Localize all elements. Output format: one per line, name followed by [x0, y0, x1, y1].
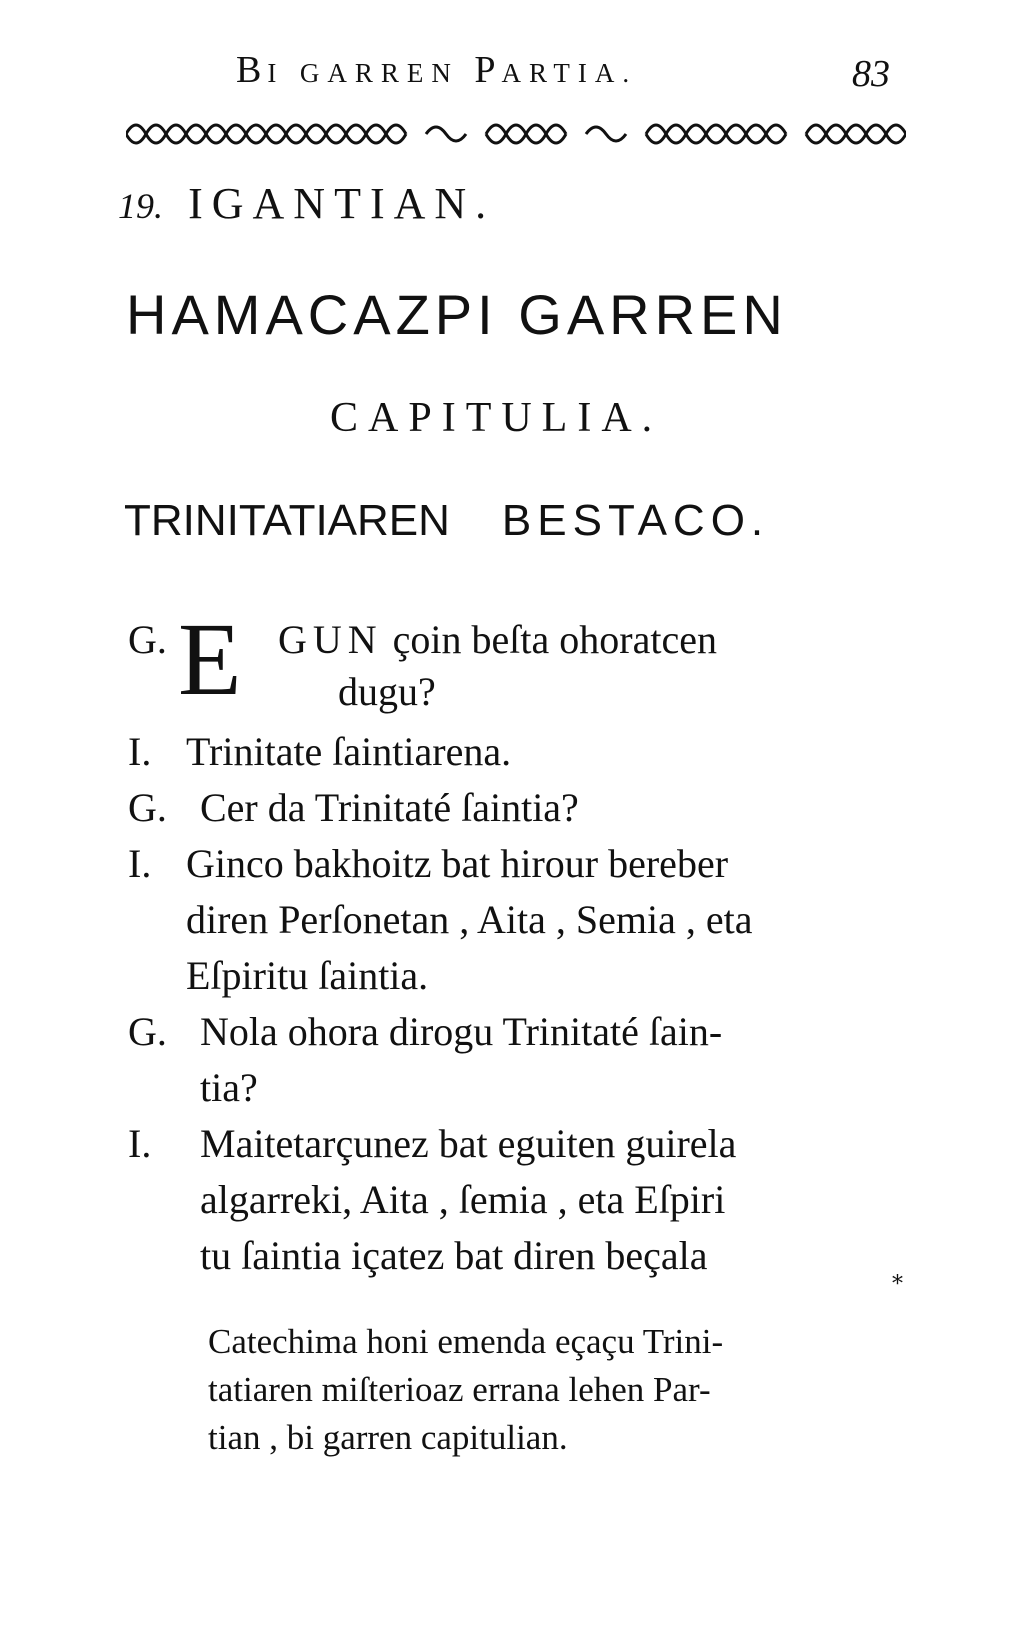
chapter-topic [124, 496, 914, 546]
question-1-line-1 [278, 612, 717, 668]
chapter-subtitle: CAPITULIA. [330, 395, 663, 441]
question-1-rest: çoin beſta ohoratcen [382, 617, 717, 662]
chapter-topic-a: TRINITATIAREN [124, 496, 450, 545]
section-title: IGANTIAN. [188, 179, 496, 228]
chapter-topic-b: BESTACO. [501, 496, 770, 545]
page-number: 83 [852, 53, 890, 95]
running-head-initial-2: G [299, 58, 328, 88]
question-1-caps: GUN [278, 617, 383, 662]
question-1-line-2: dugu? [338, 669, 436, 714]
question-3-text: Nola ohora dirogu Trinitaté ſain- tia? [200, 1009, 723, 1110]
speaker-label: G. [128, 785, 167, 830]
section-heading [118, 178, 495, 229]
speaker-label: G. [128, 1009, 167, 1054]
speaker-label: I. [128, 1121, 152, 1166]
answer-2-text: Ginco bakhoitz bat hirour bereber diren Perſonetan , Aita , Semia , eta Eſpiritu ſaintia. [186, 841, 753, 998]
ornamental-border-icon [126, 112, 906, 156]
footnote-marker: * [892, 1272, 903, 1297]
chapter-title: HAMACAZPI GARREN [126, 283, 788, 346]
running-head-initial-1: B [236, 49, 268, 91]
running-head-rest-2: ARREN [327, 58, 459, 88]
question-2-text: Cer da Trinitaté ſaintia? [200, 785, 579, 830]
running-head-rest-1: I [267, 58, 285, 88]
speaker-label: I. [128, 729, 152, 774]
answer-3-text: Maitetarçunez bat eguiten guirela algarreki, Aita , ſemia , eta Eſpiri tu ſaintia içatez bat diren beçala [200, 1121, 737, 1278]
running-head-initial-3: P [474, 49, 502, 91]
section-number: 19. [118, 186, 163, 226]
speaker-label: G. [128, 617, 167, 662]
answer-1-text: Trinitate ſaintiarena. [186, 729, 512, 774]
footnote: Catechima honi emenda eçaçu Trini- tatiaren miſterioaz errana lehen Par- tian , bi garren capitulian. [208, 1322, 724, 1457]
speaker-label: I. [128, 841, 152, 886]
running-head-rest-3: ARTIA. [501, 58, 638, 88]
running-head [236, 48, 806, 92]
drop-cap: E [178, 602, 242, 717]
